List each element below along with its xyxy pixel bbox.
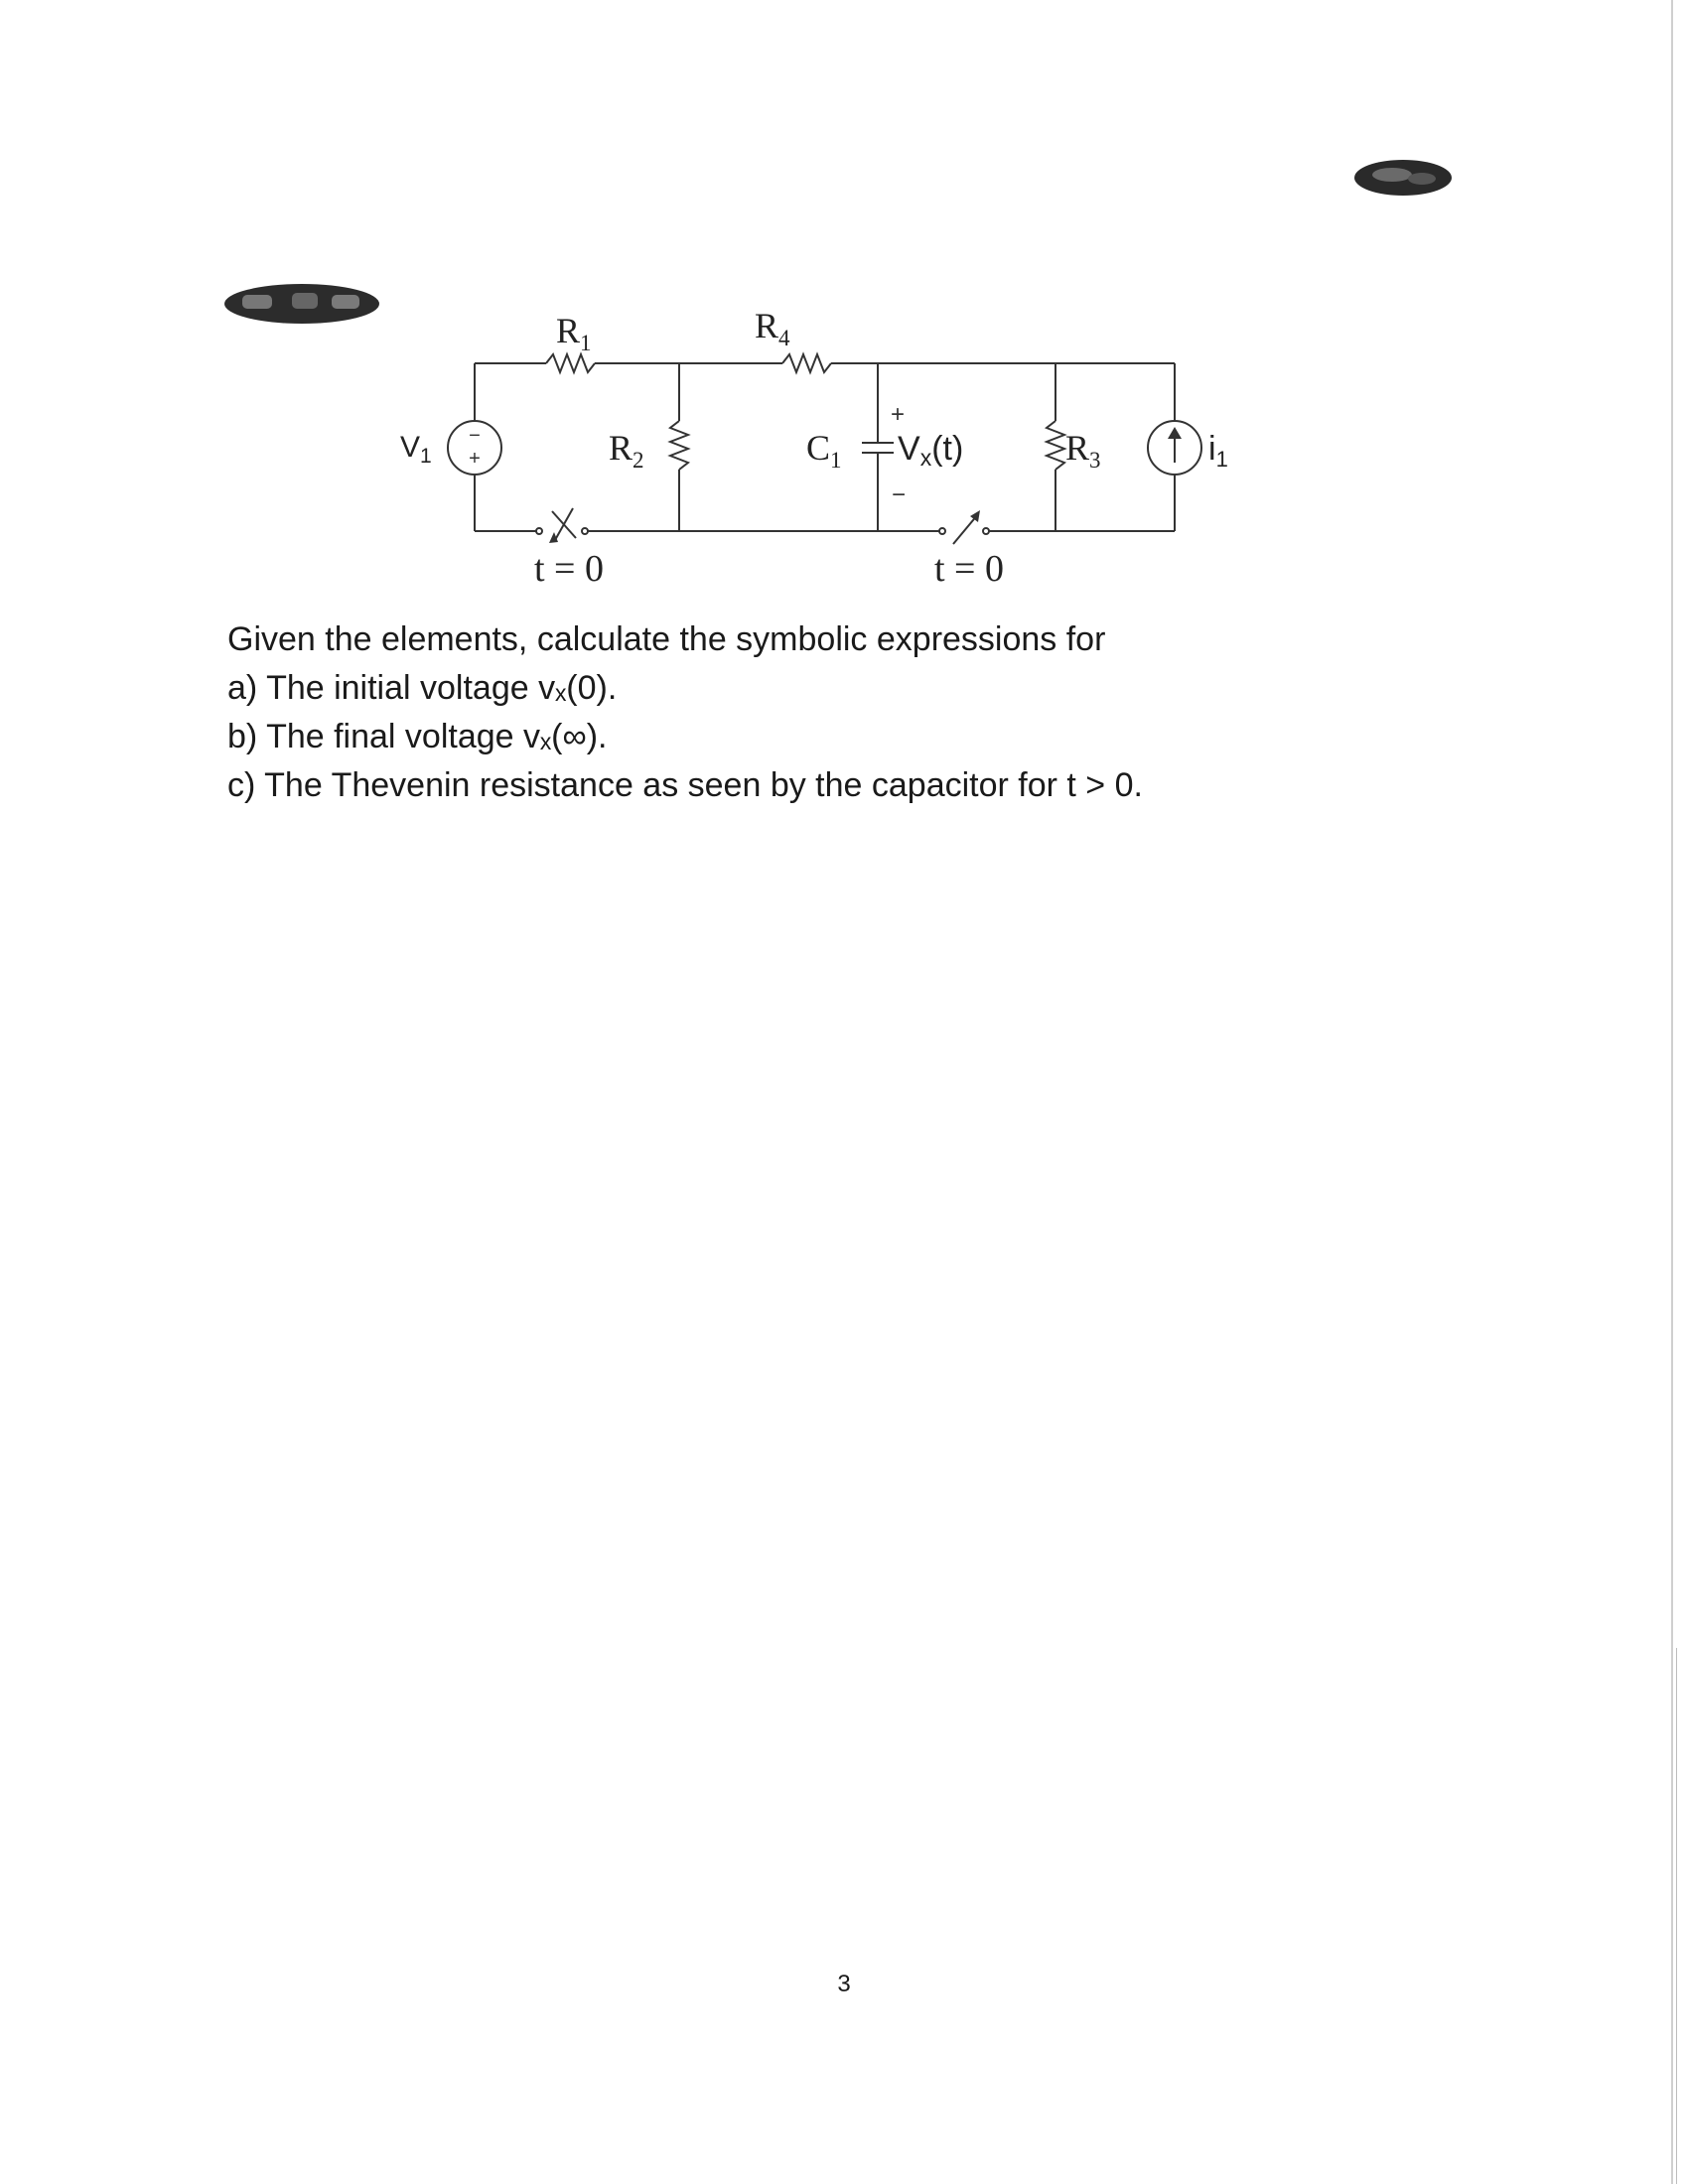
switch2-contact-left — [939, 528, 945, 534]
vx-minus-sign: − — [892, 481, 907, 508]
page-number: 3 — [837, 1971, 851, 1997]
label-switch2-time: t = 0 — [934, 548, 1004, 590]
resistor-r3-symbol — [1047, 421, 1064, 470]
page-edge-line-secondary — [1676, 1648, 1677, 2184]
label-vx: Vx(t) — [898, 430, 964, 471]
question-part-b: b) The final voltage vₓ(∞). — [227, 718, 608, 755]
switch1-contact-left — [536, 528, 542, 534]
label-r2: $R_2$ — [609, 428, 644, 473]
switch2-contact-right — [983, 528, 989, 534]
label-r3: $R_3$ — [1065, 428, 1101, 473]
label-switch1-time: t = 0 — [534, 548, 604, 590]
label-r1: $R_1$ — [556, 311, 592, 355]
label-v1: $V_1$ — [400, 431, 432, 468]
switch1-arrow — [555, 508, 573, 540]
switch1-contact-right — [582, 528, 588, 534]
vx-plus-sign: + — [891, 401, 906, 428]
label-i1: $i_1$ — [1208, 430, 1228, 472]
resistor-r2-symbol — [670, 421, 688, 470]
v1-plus-sign: + — [469, 448, 481, 470]
v1-minus-sign: − — [469, 425, 481, 447]
label-r4: $R_4$ — [755, 306, 790, 350]
question-part-a: a) The initial voltage vₓ(0). — [227, 669, 618, 707]
question-intro: Given the elements, calculate the symbolic expressions for — [227, 620, 1106, 658]
resistor-r4-symbol — [782, 354, 831, 372]
circuit-diagram — [0, 0, 1688, 615]
current-arrow-head — [1168, 427, 1182, 439]
question-text — [227, 615, 1419, 810]
switch2-arrow-head — [970, 510, 980, 522]
resistor-r1-symbol — [546, 354, 595, 372]
label-c1: $C_1$ — [806, 428, 842, 473]
question-part-c: c) The Thevenin resistance as seen by the capacitor for t > 0. — [227, 766, 1143, 804]
